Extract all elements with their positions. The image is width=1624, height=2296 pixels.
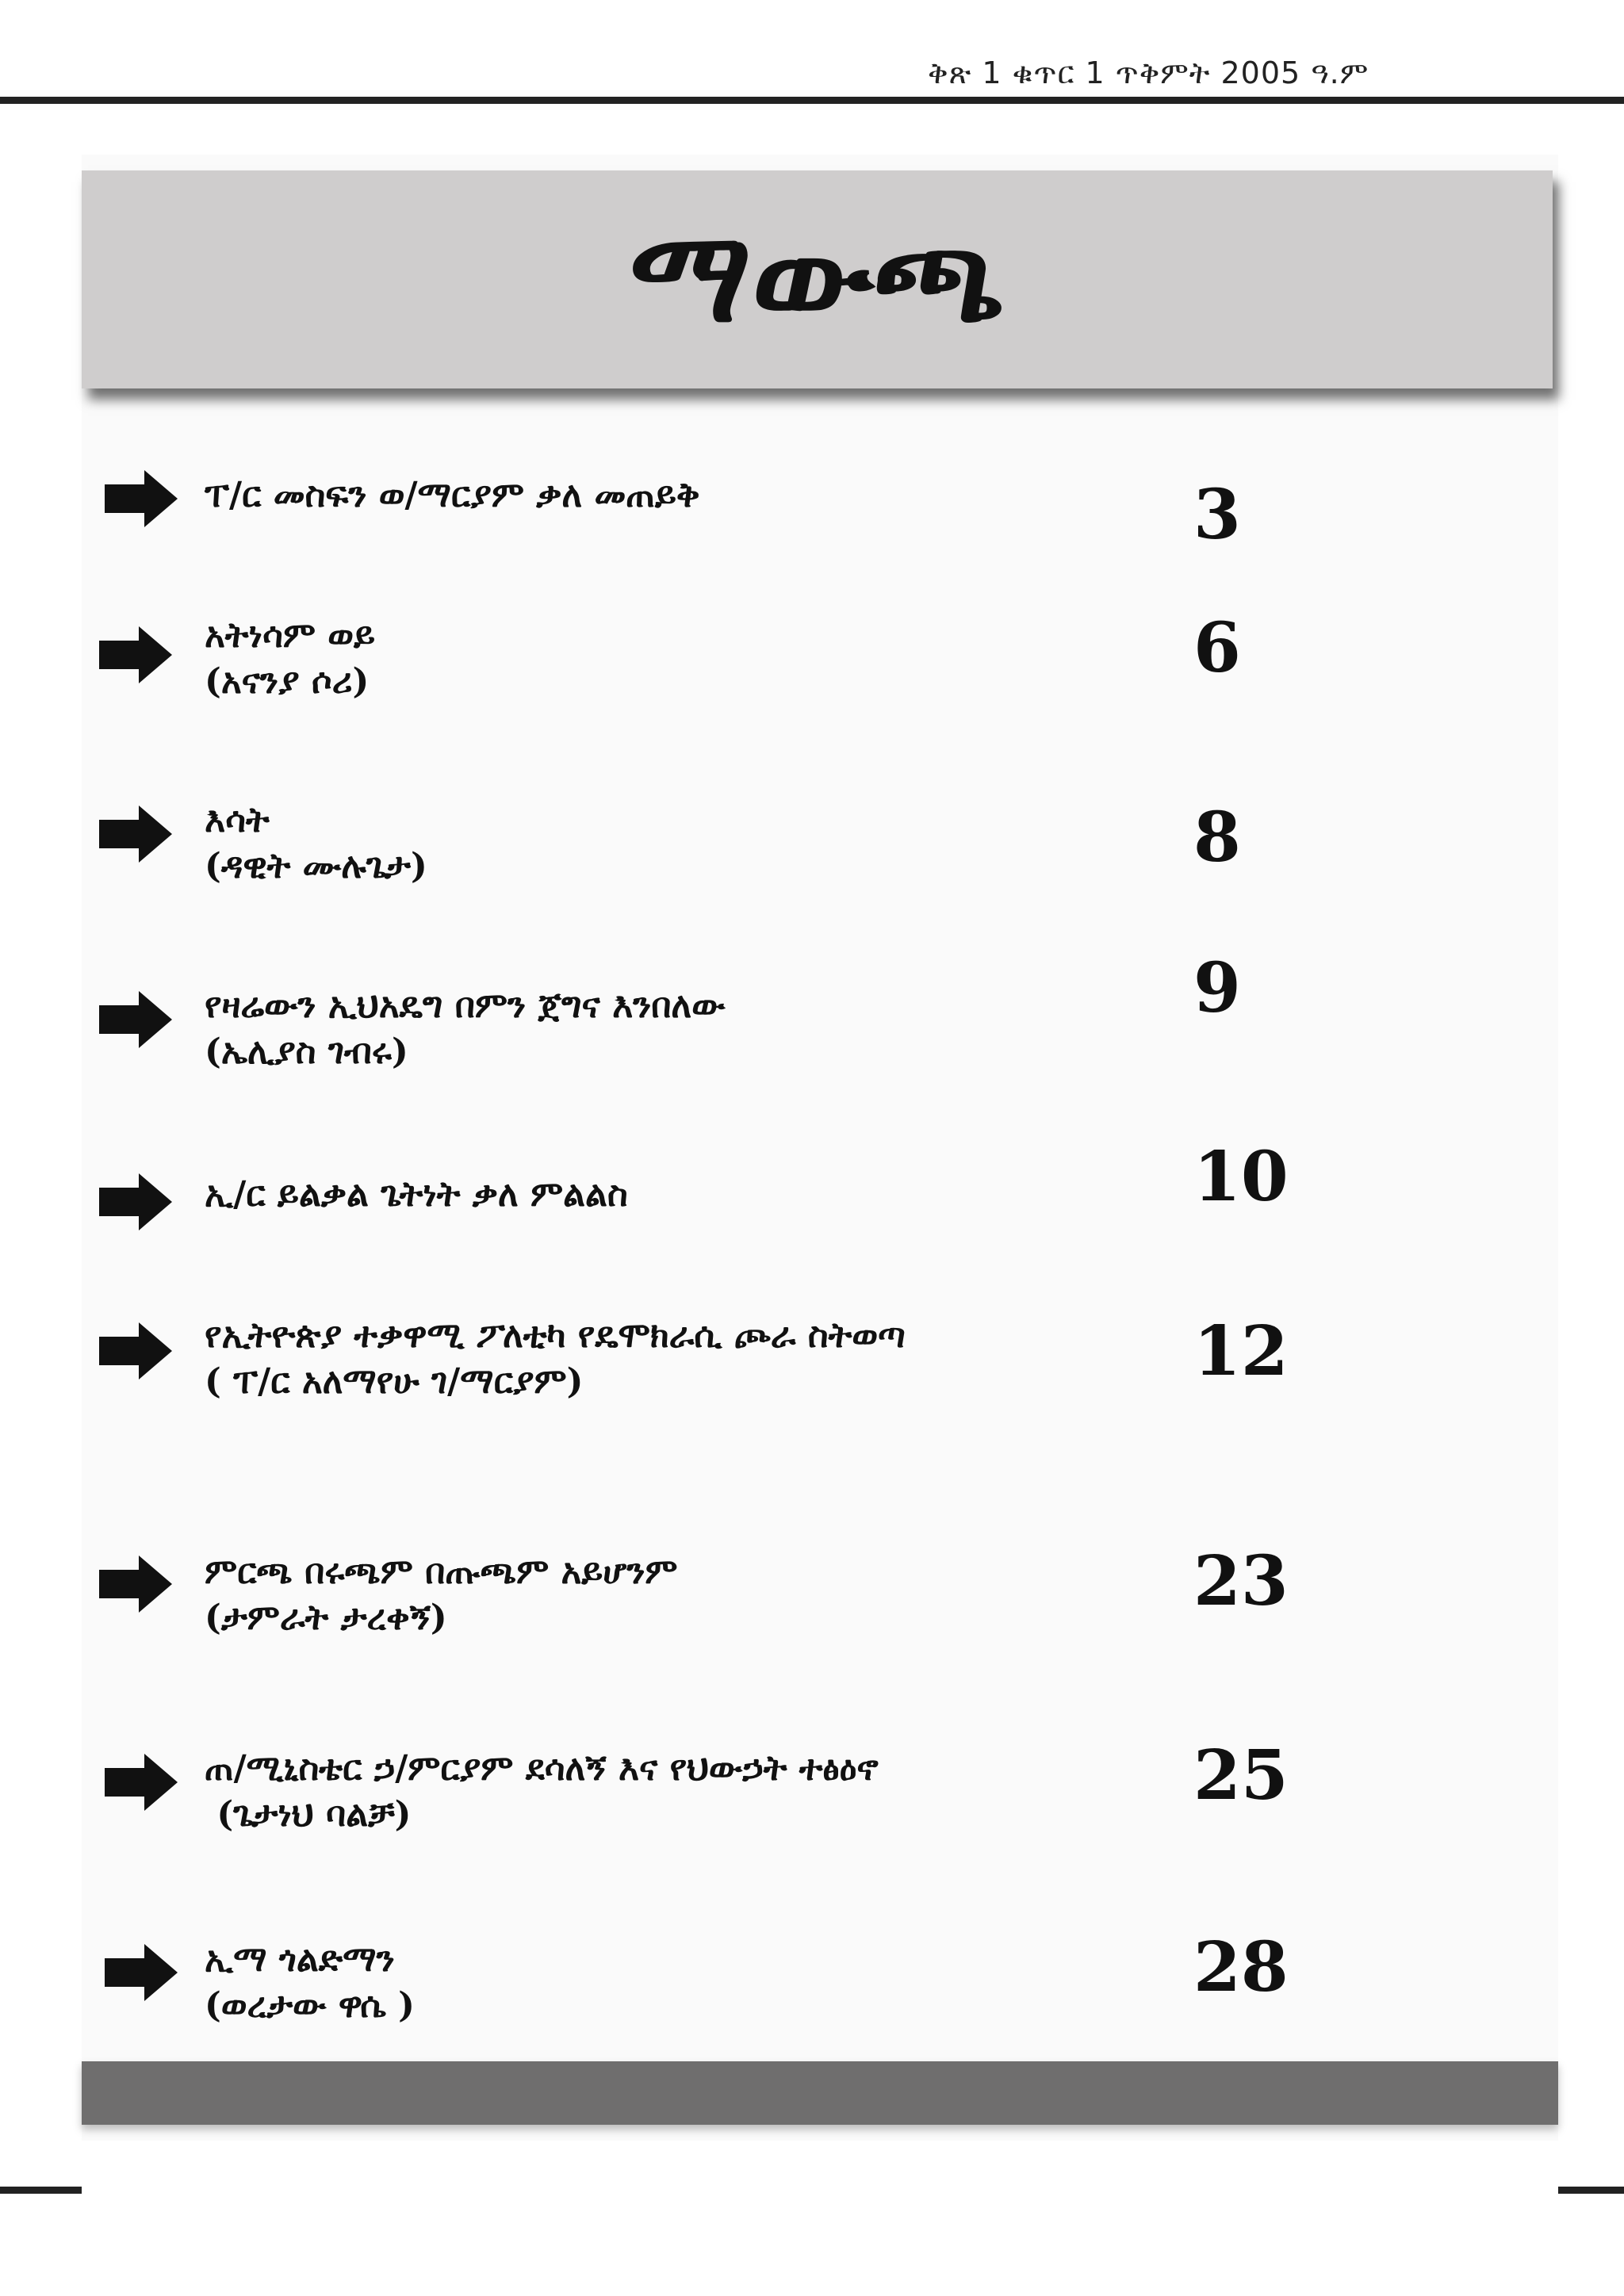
toc-page-number: 3 <box>1193 475 1241 555</box>
footer-rule-right <box>1558 2187 1624 2194</box>
toc-entry <box>205 1313 906 1405</box>
right-arrow-icon <box>105 1944 178 2001</box>
toc-page-number: 10 <box>1193 1137 1289 1217</box>
toc-page-number: 12 <box>1193 1311 1289 1391</box>
toc-entry-author: ( ፐ/ር አለማየሁ ገ/ማርያም) <box>205 1361 584 1402</box>
right-arrow-icon <box>99 626 172 683</box>
toc-entry-author: (ታምራት ታረቀኝ) <box>205 1598 447 1638</box>
toc-entry <box>205 1746 879 1838</box>
toc-entry-title: ጠ/ሚኒስቴር ኃ/ምርያም ደሳለኝ እና የህውኃት ተፅዕኖ <box>205 1748 879 1789</box>
toc-entry <box>205 983 725 1075</box>
toc-entry <box>205 1937 415 2029</box>
right-arrow-icon <box>105 1754 178 1811</box>
right-arrow-icon <box>105 470 178 527</box>
toc-entry-author: (ዳዊት ሙሉጌታ) <box>205 846 427 886</box>
footer-bar <box>82 2061 1558 2125</box>
toc-page-number: 6 <box>1193 608 1241 688</box>
right-arrow-icon <box>99 1322 172 1380</box>
right-arrow-icon <box>99 991 172 1048</box>
toc-page-number: 25 <box>1193 1735 1289 1816</box>
toc-entry <box>205 798 427 890</box>
issue-line: ቅጽ 1 ቁጥር 1 ጥቅምት 2005 ዓ.ም <box>928 55 1369 90</box>
toc-page-number: 23 <box>1193 1541 1289 1621</box>
toc-entry-title: የኢትዮጵያ ተቃዋሚ ፖለቲካ የዴሞክራሲ ጮራ ስትወጣ <box>205 1315 906 1356</box>
toc-entry-author: (ወረታው ዋሴ ) <box>205 1985 415 2026</box>
toc-page-number: 8 <box>1193 798 1241 878</box>
toc-entry-title: የዛሬውን ኢህአዴግ በምን ጀግና እንበለው <box>205 985 726 1026</box>
toc-entry-title: እሳት <box>205 800 270 840</box>
toc-entry-author: (ኤሊያስ ገብሩ) <box>205 1031 408 1072</box>
toc-entry-title: አትነሳም ወይ <box>205 615 376 656</box>
toc-entry-title: ምርጫ በሩጫም በጡጫም አይሆንም <box>205 1552 678 1592</box>
toc-entry-author: (አናንያ ሶሪ) <box>205 661 370 702</box>
toc-entry-author: (ጌታነህ ባልቻ) <box>205 1794 412 1835</box>
page-title: ማውጫ <box>630 201 1005 350</box>
right-arrow-icon <box>99 806 172 863</box>
footer-rule-left <box>0 2187 82 2194</box>
toc-entry <box>205 613 375 705</box>
toc-entry-title: ኢ/ር ይልቃል ጌትነት ቃለ ምልልስ <box>205 1174 628 1215</box>
toc-entry-title: ኢማ ጎልድማን <box>205 1939 395 1980</box>
right-arrow-icon <box>99 1173 172 1230</box>
toc-entry <box>205 1549 678 1641</box>
toc-entry-title: ፐ/ር መስፍን ወ/ማርያም ቃለ መጠይቅ <box>205 475 700 515</box>
right-arrow-icon <box>99 1556 172 1613</box>
toc-page-number: 28 <box>1193 1927 1289 2007</box>
toc-page-number: 9 <box>1193 948 1241 1028</box>
